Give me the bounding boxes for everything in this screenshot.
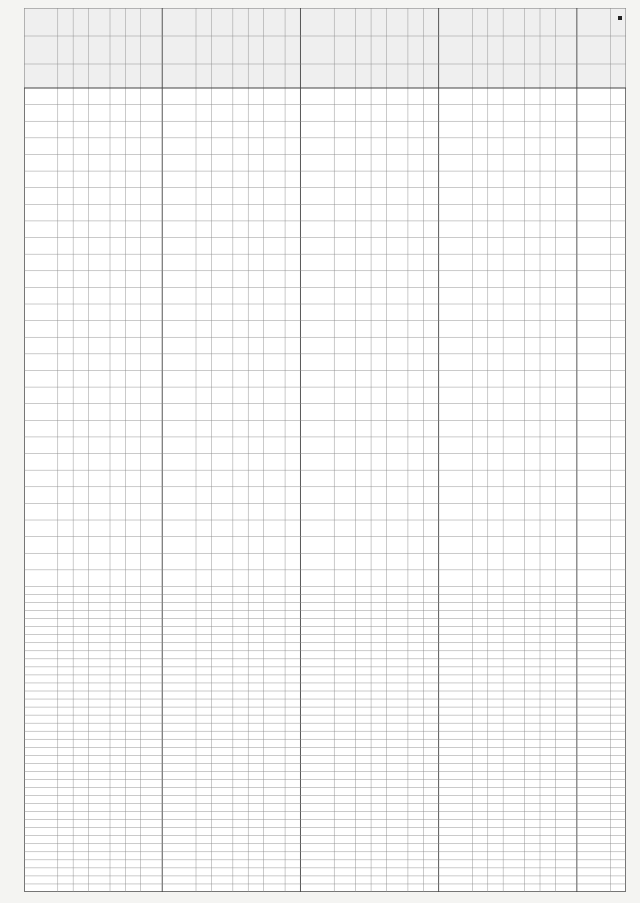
header-band [25,9,626,89]
table-grid [24,8,626,892]
table-frame [25,9,626,892]
corner-stamp [618,16,622,20]
scanned-table-sheet [24,8,626,892]
